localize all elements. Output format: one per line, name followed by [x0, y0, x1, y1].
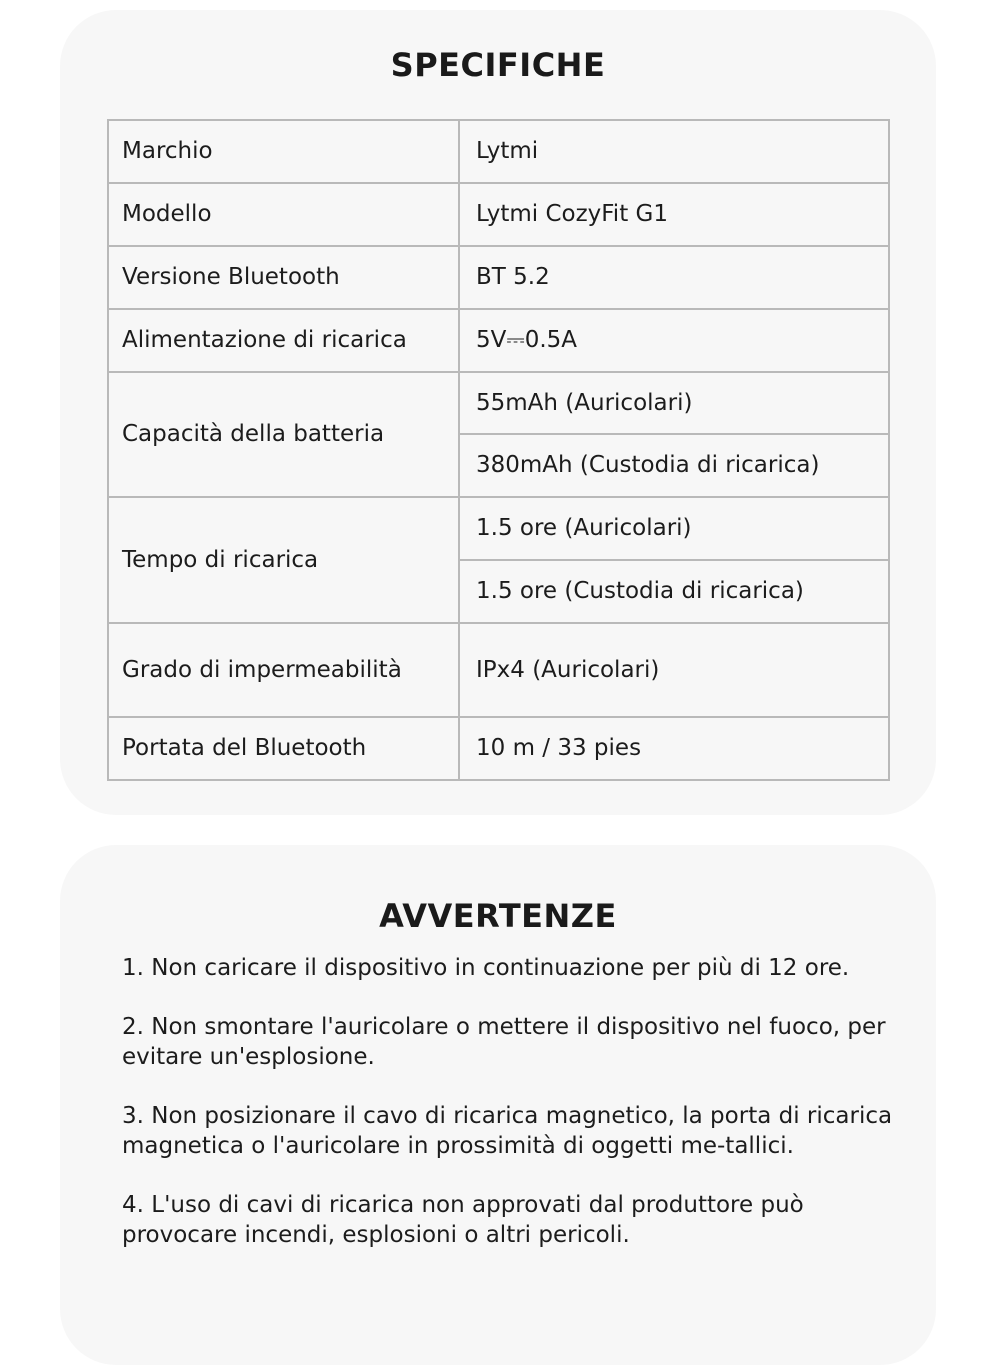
warning-item: 2. Non smontare l'auricolare o mettere il dispositivo nel fuoco, per evitare un'esplosione.: [122, 1014, 886, 1070]
table-row-charge-time-earbuds: [108, 497, 889, 560]
specifications-table: [107, 119, 890, 781]
spec-value: IPx4 (Auricolari): [459, 623, 889, 717]
warnings-card: [60, 845, 936, 1365]
spec-value: 1.5 ore (Auricolari): [459, 497, 889, 560]
warning-item: 1. Non caricare il dispositivo in continuazione per più di 12 ore.: [122, 955, 850, 981]
spec-value: Lytmi CozyFit G1: [459, 183, 889, 246]
table-row-model: [108, 183, 889, 246]
spec-value: 380mAh (Custodia di ricarica): [459, 434, 889, 497]
warning-item: 3. Non posizionare il cavo di ricarica magnetico, la porta di ricarica magnetica o l'auricolare in prossimità di oggetti me-tallici.: [122, 1103, 893, 1159]
table-row-bluetooth-version: [108, 246, 889, 309]
table-row-brand: [108, 120, 889, 183]
spec-value: 5V⎓0.5A: [459, 309, 889, 372]
table-row-waterproof: [108, 623, 889, 717]
spec-label: Versione Bluetooth: [108, 246, 459, 309]
spec-label: Marchio: [108, 120, 459, 183]
warning-item: 4. L'uso di cavi di ricarica non approvati dal produttore può provocare incendi, esplosioni o altri pericoli.: [122, 1192, 804, 1248]
spec-label: Capacità della batteria: [108, 372, 459, 497]
spec-label: Alimentazione di ricarica: [108, 309, 459, 372]
warnings-list: [122, 953, 902, 1279]
spec-value: BT 5.2: [459, 246, 889, 309]
spec-value: 55mAh (Auricolari): [459, 372, 889, 434]
spec-value: 10 m / 33 pies: [459, 717, 889, 780]
spec-value: 1.5 ore (Custodia di ricarica): [459, 560, 889, 623]
table-row-charging-power: [108, 309, 889, 372]
spec-label: Modello: [108, 183, 459, 246]
spec-value: Lytmi: [459, 120, 889, 183]
spec-label: Tempo di ricarica: [108, 497, 459, 623]
warnings-title: AVVERTENZE: [379, 897, 617, 935]
specifications-card: [60, 10, 936, 815]
spec-label: Portata del Bluetooth: [108, 717, 459, 780]
table-row-battery-earbuds: [108, 372, 889, 434]
spec-label: Grado di impermeabilità: [108, 623, 459, 717]
table-row-bluetooth-range: [108, 717, 889, 780]
specifications-title: SPECIFICHE: [390, 46, 606, 84]
